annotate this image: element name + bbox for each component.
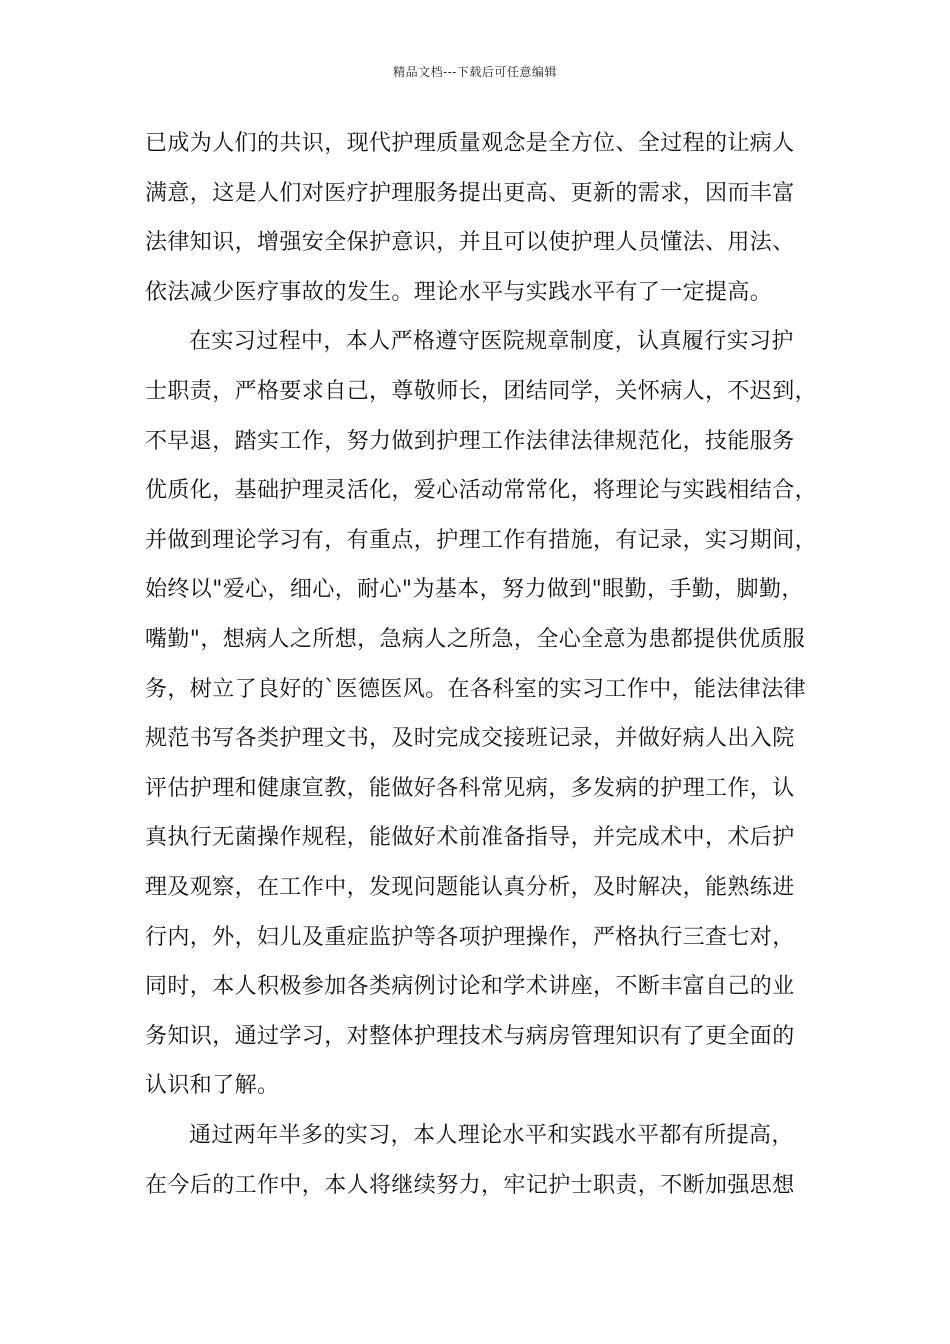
text-line: 士职责，严格要求自己，尊敬师长，团结同学，关怀病人，不迟到， bbox=[145, 379, 818, 404]
text-line: 不早退，踏实工作，努力做到护理工作法律法律规范化，技能服务 bbox=[145, 428, 795, 454]
text-line: 理及观察，在工作中，发现问题能认真分析，及时解决，能熟练进 bbox=[145, 875, 795, 900]
text-line: 行内，外，妇儿及重症监护等各项护理操作，严格执行三查七对， bbox=[145, 924, 795, 950]
text-line: 评估护理和健康宣教，能做好各科常见病，多发病的护理工作，认 bbox=[145, 775, 795, 801]
page-header: 精品文档---下载后可任意编辑 bbox=[393, 65, 557, 79]
text-line: 在今后的工作中，本人将继续努力，牢记护士职责，不断加强思想 bbox=[145, 1172, 795, 1198]
text-line: 嘴勤"，想病人之所想，急病人之所急，全心全意为患都提供优质服 bbox=[145, 627, 806, 652]
text-line: 规范书写各类护理文书，及时完成交接班记录，并做好病人出入院 bbox=[145, 726, 795, 752]
text-line: 务，树立了良好的`医德医风。在各科室的实习工作中，能法律法律 bbox=[145, 676, 807, 702]
text-line: 同时，本人积极参加各类病例讨论和学术讲座，不断丰富自己的业 bbox=[145, 974, 795, 1000]
text-line: 并做到理论学习有，有重点，护理工作有措施，有记录，实习期间， bbox=[145, 527, 818, 553]
text-line: 优质化，基础护理灵活化，爱心活动常常化，将理论与实践相结合， bbox=[145, 478, 818, 504]
text-line: 始终以"爱心，细心，耐心"为基本，努力做到"眼勤，手勤，脚勤， bbox=[145, 577, 804, 603]
paragraph-first-line: 在实习过程中，本人严格遵守医院规章制度，认真履行实习护 bbox=[189, 329, 794, 355]
text-line: 真执行无菌操作规程，能做好术前准备指导，并完成术中，术后护 bbox=[145, 825, 795, 851]
text-line: 满意，这是人们对医疗护理服务提出更高、更新的需求，因而丰富 bbox=[145, 180, 795, 206]
text-line: 法律知识，增强安全保护意识，并且可以使护理人员懂法、用法、 bbox=[145, 230, 795, 256]
text-line: 依法减少医疗事故的发生。理论水平与实践水平有了一定提高。 bbox=[145, 279, 773, 305]
text-line: 已成为人们的共识，现代护理质量观念是全方位、全过程的让病人 bbox=[145, 131, 795, 156]
paragraph-first-line: 通过两年半多的实习，本人理论水平和实践水平都有所提高， bbox=[189, 1123, 794, 1148]
text-line: 认识和了解。 bbox=[145, 1073, 280, 1099]
text-line: 务知识，通过学习，对整体护理技术与病房管理知识有了更全面的 bbox=[145, 1023, 795, 1049]
